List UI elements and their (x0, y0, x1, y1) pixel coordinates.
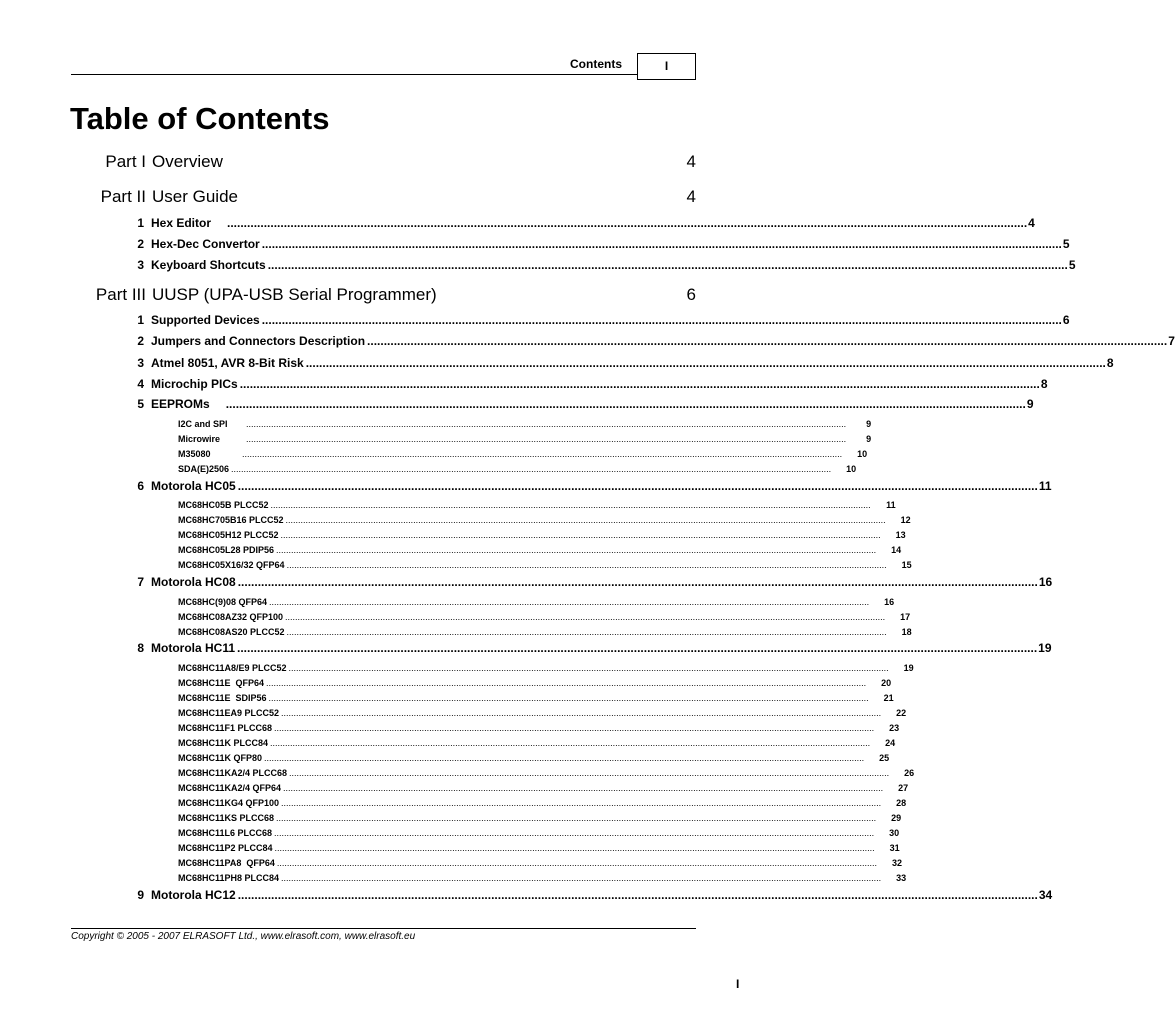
dot-leader: ................................................................................................................................................................................................................................................ (288, 663, 889, 673)
footer-page-numeral: I (736, 977, 740, 991)
dot-leader: ................................................................................................................................................................................................................................................ (237, 575, 1038, 589)
toc-subtopic[interactable] (178, 419, 872, 429)
subtopic-title: MC68HC05H12 PLCC52 (178, 530, 279, 540)
chapter-number: 9 (137, 888, 144, 902)
dot-leader: ................................................................................................................................................................................................................................................ (270, 500, 871, 510)
toc-subtopic[interactable] (178, 464, 857, 474)
subtopic-page: 12 (900, 515, 911, 525)
toc-subtopic[interactable] (178, 723, 900, 733)
toc-chapter-jumpers[interactable] (120, 334, 1175, 348)
chapter-title: EEPROMs (151, 397, 210, 411)
subtopic-title: MC68HC11K PLCC84 (178, 738, 269, 748)
subtopic-title: MC68HC11K QFP80 (178, 753, 263, 763)
subtopic-page: 26 (904, 768, 915, 778)
dot-leader: ................................................................................................................................................................................................................................................ (286, 560, 887, 570)
chapter-title: Hex-Dec Convertor (151, 237, 260, 251)
subtopic-title: MC68HC08AZ32 QFP100 (178, 612, 284, 622)
chapter-page: 8 (1106, 356, 1114, 370)
part-number: Part II (100, 187, 146, 206)
subtopic-page: 29 (891, 813, 902, 823)
subtopic-page: 16 (884, 597, 895, 607)
dot-leader: ................................................................................................................................................................................................................................................ (237, 888, 1038, 902)
dot-leader: ................................................................................................................................................................................................................................................ (237, 479, 1038, 493)
chapter-page: 19 (1038, 641, 1052, 655)
toc-chapter-motorola-hc11[interactable] (120, 641, 1052, 655)
toc-chapter-supported-devices[interactable] (120, 313, 1070, 327)
toc-subtopic[interactable] (178, 560, 912, 570)
subtopic-title: M35080 (178, 449, 211, 459)
toc-chapter-atmel[interactable] (120, 356, 1114, 370)
chapter-title: Microchip PICs (151, 377, 238, 391)
dot-leader: ................................................................................................................................................................................................................................................ (261, 237, 1062, 251)
subtopic-page: 32 (891, 858, 902, 868)
subtopic-title: MC68HC11L6 PLCC68 (178, 828, 273, 838)
dot-leader: ................................................................................................................................................................................................................................................ (285, 515, 886, 525)
toc-chapter-motorola-hc05[interactable] (120, 479, 1052, 493)
chapter-page: 6 (1062, 313, 1070, 327)
dot-leader: ................................................................................................................................................................................................................................................ (270, 738, 871, 748)
chapter-page: 7 (1168, 334, 1175, 348)
header-rule (71, 74, 638, 75)
dot-leader: ................................................................................................................................................................................................................................................ (239, 377, 1040, 391)
toc-subtopic[interactable] (178, 597, 895, 607)
dot-leader: ................................................................................................................................................................................................................................................ (246, 419, 847, 429)
chapter-title: Motorola HC12 (151, 888, 236, 902)
toc-chapter-motorola-hc08[interactable] (120, 575, 1053, 589)
dot-leader: ................................................................................................................................................................................................................................................ (367, 334, 1168, 348)
page-title: Table of Contents (70, 101, 330, 136)
dot-leader: ................................................................................................................................................................................................................................................ (267, 258, 1068, 272)
toc-chapter-eeproms[interactable] (120, 397, 1034, 411)
toc-chapter-motorola-hc12[interactable] (120, 888, 1053, 902)
chapter-number: 7 (137, 575, 144, 589)
subtopic-page: 17 (900, 612, 911, 622)
dot-leader: ................................................................................................................................................................................................................................................ (274, 723, 875, 733)
subtopic-page: 14 (891, 545, 902, 555)
dot-leader: ................................................................................................................................................................................................................................................ (281, 708, 882, 718)
toc-chapter-hex-dec-convertor[interactable] (120, 237, 1070, 251)
subtopic-title: MC68HC05B PLCC52 (178, 500, 269, 510)
subtopic-page: 21 (883, 693, 894, 703)
dot-leader: ................................................................................................................................................................................................................................................ (246, 434, 847, 444)
chapter-page: 11 (1038, 479, 1052, 493)
subtopic-page: 18 (901, 627, 912, 637)
subtopic-title: MC68HC11PH8 PLCC84 (178, 873, 280, 883)
part-title: Overview (152, 152, 223, 171)
subtopic-title: MC68HC11A8/E9 PLCC52 (178, 663, 287, 673)
toc-subtopic[interactable] (178, 813, 902, 823)
subtopic-title: MC68HC11EA9 PLCC52 (178, 708, 280, 718)
chapter-title: Supported Devices (151, 313, 260, 327)
toc-subtopic[interactable] (178, 798, 907, 808)
chapter-page: 9 (1026, 397, 1034, 411)
part-title: User Guide (152, 187, 238, 206)
toc-subtopic[interactable] (178, 753, 890, 763)
subtopic-page: 28 (896, 798, 907, 808)
chapter-number: 3 (137, 356, 144, 370)
subtopic-title: MC68HC11KA2/4 PLCC68 (178, 768, 288, 778)
subtopic-page: 10 (857, 449, 868, 459)
header-page-numeral: I (637, 53, 696, 80)
subtopic-title: MC68HC705B16 PLCC52 (178, 515, 284, 525)
toc-subtopic[interactable] (178, 828, 900, 838)
subtopic-page: 27 (898, 783, 909, 793)
toc-subtopic[interactable] (178, 500, 896, 510)
toc-part-overview[interactable] (70, 152, 696, 172)
part-number: Part I (105, 152, 146, 171)
toc-subtopic[interactable] (178, 612, 911, 622)
chapter-number: 2 (137, 237, 144, 251)
part-page: 6 (686, 285, 696, 304)
subtopic-title: MC68HC11E QFP64 (178, 678, 265, 688)
dot-leader: ................................................................................................................................................................................................................................................ (237, 641, 1038, 655)
dot-leader: ................................................................................................................................................................................................................................................ (276, 858, 877, 868)
toc-subtopic[interactable] (178, 627, 912, 637)
toc-subtopic[interactable] (178, 678, 892, 688)
dot-leader: ................................................................................................................................................................................................................................................ (283, 783, 884, 793)
chapter-page: 34 (1038, 888, 1053, 902)
toc-subtopic[interactable] (178, 843, 900, 853)
subtopic-title: MC68HC11KS PLCC68 (178, 813, 275, 823)
dot-leader: ................................................................................................................................................................................................................................................ (289, 768, 890, 778)
toc-subtopic[interactable] (178, 783, 909, 793)
subtopic-title: MC68HC(9)08 QFP64 (178, 597, 268, 607)
toc-subtopic[interactable] (178, 545, 902, 555)
chapter-number: 4 (137, 377, 144, 391)
chapter-number: 2 (137, 334, 144, 348)
chapter-page: 4 (1028, 216, 1035, 230)
toc-subtopic[interactable] (178, 858, 902, 868)
dot-leader: ................................................................................................................................................................................................................................................ (266, 678, 867, 688)
subtopic-page: 24 (885, 738, 896, 748)
dot-leader: ................................................................................................................................................................................................................................................ (227, 216, 1028, 230)
dot-leader: ................................................................................................................................................................................................................................................ (231, 464, 832, 474)
subtopic-page: 30 (889, 828, 900, 838)
dot-leader: ................................................................................................................................................................................................................................................ (264, 753, 865, 763)
toc-subtopic[interactable] (178, 693, 894, 703)
subtopic-title: MC68HC05X16/32 QFP64 (178, 560, 285, 570)
dot-leader: ................................................................................................................................................................................................................................................ (286, 627, 887, 637)
chapter-page: 16 (1038, 575, 1053, 589)
dot-leader: ................................................................................................................................................................................................................................................ (285, 612, 886, 622)
chapter-number: 1 (137, 313, 144, 327)
toc-subtopic[interactable] (178, 873, 907, 883)
subtopic-title: MC68HC11E SDIP56 (178, 693, 267, 703)
subtopic-title: SDA(E)2506 (178, 464, 230, 474)
footer-copyright: Copyright © 2005 - 2007 ELRASOFT Ltd., www.elrasoft.com, www.elrasoft.eu (71, 931, 416, 942)
subtopic-title: MC68HC11F1 PLCC68 (178, 723, 273, 733)
toc-subtopic[interactable] (178, 663, 914, 673)
dot-leader: ................................................................................................................................................................................................................................................ (225, 397, 1026, 411)
subtopic-title: MC68HC11KG4 QFP100 (178, 798, 280, 808)
footer-rule (71, 928, 696, 929)
toc-subtopic[interactable] (178, 449, 868, 459)
subtopic-page: 9 (866, 434, 872, 444)
dot-leader: ................................................................................................................................................................................................................................................ (268, 693, 869, 703)
toc-subtopic[interactable] (178, 768, 915, 778)
subtopic-page: 10 (846, 464, 857, 474)
chapter-number: 5 (137, 397, 144, 411)
subtopic-page: 19 (903, 663, 914, 673)
toc-chapter-keyboard-shortcuts[interactable] (120, 258, 1076, 272)
toc-subtopic[interactable] (178, 530, 906, 540)
chapter-number: 1 (137, 216, 144, 230)
toc-part-user-guide[interactable] (70, 187, 696, 207)
chapter-number: 8 (137, 641, 144, 655)
dot-leader: ................................................................................................................................................................................................................................................ (305, 356, 1106, 370)
subtopic-title: MC68HC11KA2/4 QFP64 (178, 783, 282, 793)
dot-leader: ................................................................................................................................................................................................................................................ (261, 313, 1062, 327)
subtopic-title: MC68HC05L28 PDIP56 (178, 545, 275, 555)
dot-leader: ................................................................................................................................................................................................................................................ (281, 873, 882, 883)
toc-chapter-microchip-pics[interactable] (120, 377, 1048, 391)
part-title: UUSP (UPA-USB Serial Programmer) (152, 285, 437, 304)
chapter-title: Motorola HC11 (151, 641, 236, 655)
subtopic-page: 25 (879, 753, 890, 763)
chapter-title: Jumpers and Connectors Description (151, 334, 366, 348)
subtopic-page: 22 (896, 708, 907, 718)
toc-subtopic[interactable] (178, 738, 896, 748)
chapter-title: Hex Editor (151, 216, 212, 230)
chapter-page: 8 (1040, 377, 1048, 391)
dot-leader: ................................................................................................................................................................................................................................................ (274, 828, 875, 838)
chapter-title: Atmel 8051, AVR 8-Bit Risk (151, 356, 304, 370)
dot-leader: ................................................................................................................................................................................................................................................ (242, 449, 843, 459)
part-number: Part III (95, 285, 146, 304)
toc-part-uusp[interactable] (70, 285, 696, 305)
subtopic-page: 23 (889, 723, 900, 733)
subtopic-page: 15 (901, 560, 912, 570)
subtopic-page: 33 (896, 873, 907, 883)
part-page: 4 (686, 152, 696, 171)
chapter-page: 5 (1062, 237, 1070, 251)
dot-leader: ................................................................................................................................................................................................................................................ (280, 530, 881, 540)
subtopic-title: MC68HC11PA8 QFP64 (178, 858, 275, 868)
subtopic-page: 13 (895, 530, 906, 540)
chapter-title: Keyboard Shortcuts (151, 258, 266, 272)
dot-leader: ................................................................................................................................................................................................................................................ (276, 813, 877, 823)
toc-subtopic[interactable] (178, 708, 907, 718)
subtopic-title: I2C and SPI (178, 419, 228, 429)
subtopic-title: Microwire (178, 434, 221, 444)
dot-leader: ................................................................................................................................................................................................................................................ (276, 545, 877, 555)
part-page: 4 (686, 187, 696, 206)
chapter-title: Motorola HC05 (151, 479, 236, 493)
chapter-page: 5 (1068, 258, 1076, 272)
chapter-title: Motorola HC08 (151, 575, 236, 589)
subtopic-title: MC68HC11P2 PLCC84 (178, 843, 273, 853)
subtopic-page: 20 (881, 678, 892, 688)
dot-leader: ................................................................................................................................................................................................................................................ (274, 843, 875, 853)
toc-subtopic[interactable] (178, 434, 872, 444)
toc-chapter-hex-editor[interactable] (120, 216, 1035, 230)
toc-subtopic[interactable] (178, 515, 911, 525)
subtopic-title: MC68HC08AS20 PLCC52 (178, 627, 285, 637)
chapter-number: 6 (137, 479, 144, 493)
header-section-label: Contents (570, 57, 622, 71)
subtopic-page: 31 (889, 843, 900, 853)
subtopic-page: 11 (886, 500, 896, 510)
chapter-number: 3 (137, 258, 144, 272)
dot-leader: ................................................................................................................................................................................................................................................ (269, 597, 870, 607)
dot-leader: ................................................................................................................................................................................................................................................ (281, 798, 882, 808)
subtopic-page: 9 (866, 419, 872, 429)
